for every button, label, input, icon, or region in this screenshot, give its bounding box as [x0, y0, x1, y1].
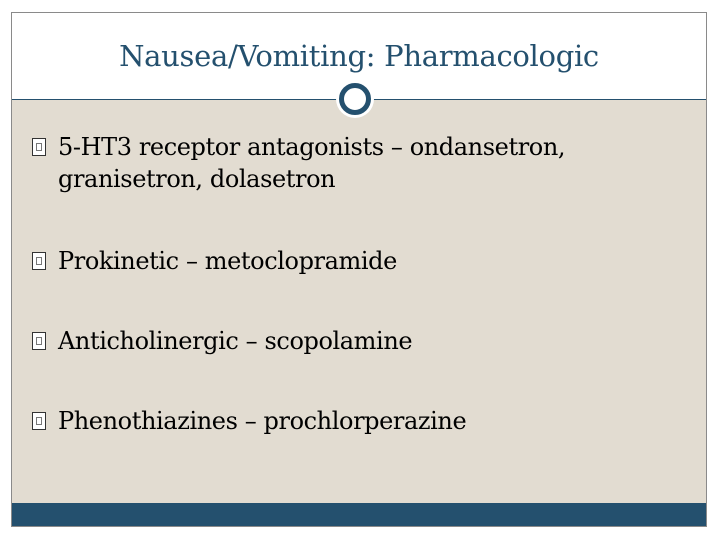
bullet-text: 5-HT3 receptor antagonists – ondansetron, granisetron, dolasetron — [58, 133, 566, 193]
missing-glyph-box-icon — [32, 138, 46, 156]
slide-title: Nausea/Vomiting: Pharmacologic — [119, 39, 599, 73]
bullet-item — [30, 245, 690, 277]
bullet-item — [30, 325, 690, 357]
missing-glyph-box-icon — [32, 332, 46, 350]
slide-frame — [11, 12, 707, 527]
bullet-item — [30, 131, 690, 195]
bullet-text: Phenothiazines – prochlorperazine — [58, 407, 467, 435]
ring-icon — [339, 83, 371, 115]
bullet-item — [30, 405, 690, 437]
bullet-text: Prokinetic – metoclopramide — [58, 247, 397, 275]
missing-glyph-box-icon — [32, 252, 46, 270]
bullet-list — [30, 131, 690, 485]
bullet-text: Anticholinergic – scopolamine — [58, 327, 413, 355]
footer-bar — [12, 503, 706, 526]
missing-glyph-box-icon — [32, 412, 46, 430]
